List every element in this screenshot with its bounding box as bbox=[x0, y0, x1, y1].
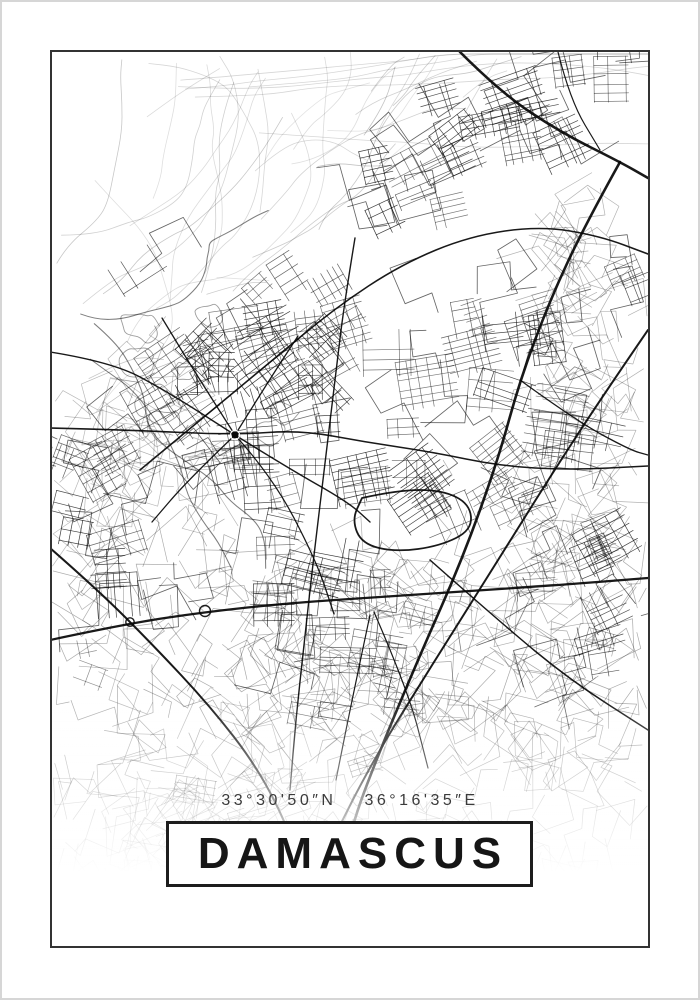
longitude-label: 36°16'35″E bbox=[364, 792, 479, 809]
city-title-box bbox=[166, 821, 533, 887]
latitude-label: 33°30'50″N bbox=[221, 792, 337, 809]
coordinates-row bbox=[50, 792, 650, 810]
city-title: DAMASCUS bbox=[197, 829, 509, 878]
